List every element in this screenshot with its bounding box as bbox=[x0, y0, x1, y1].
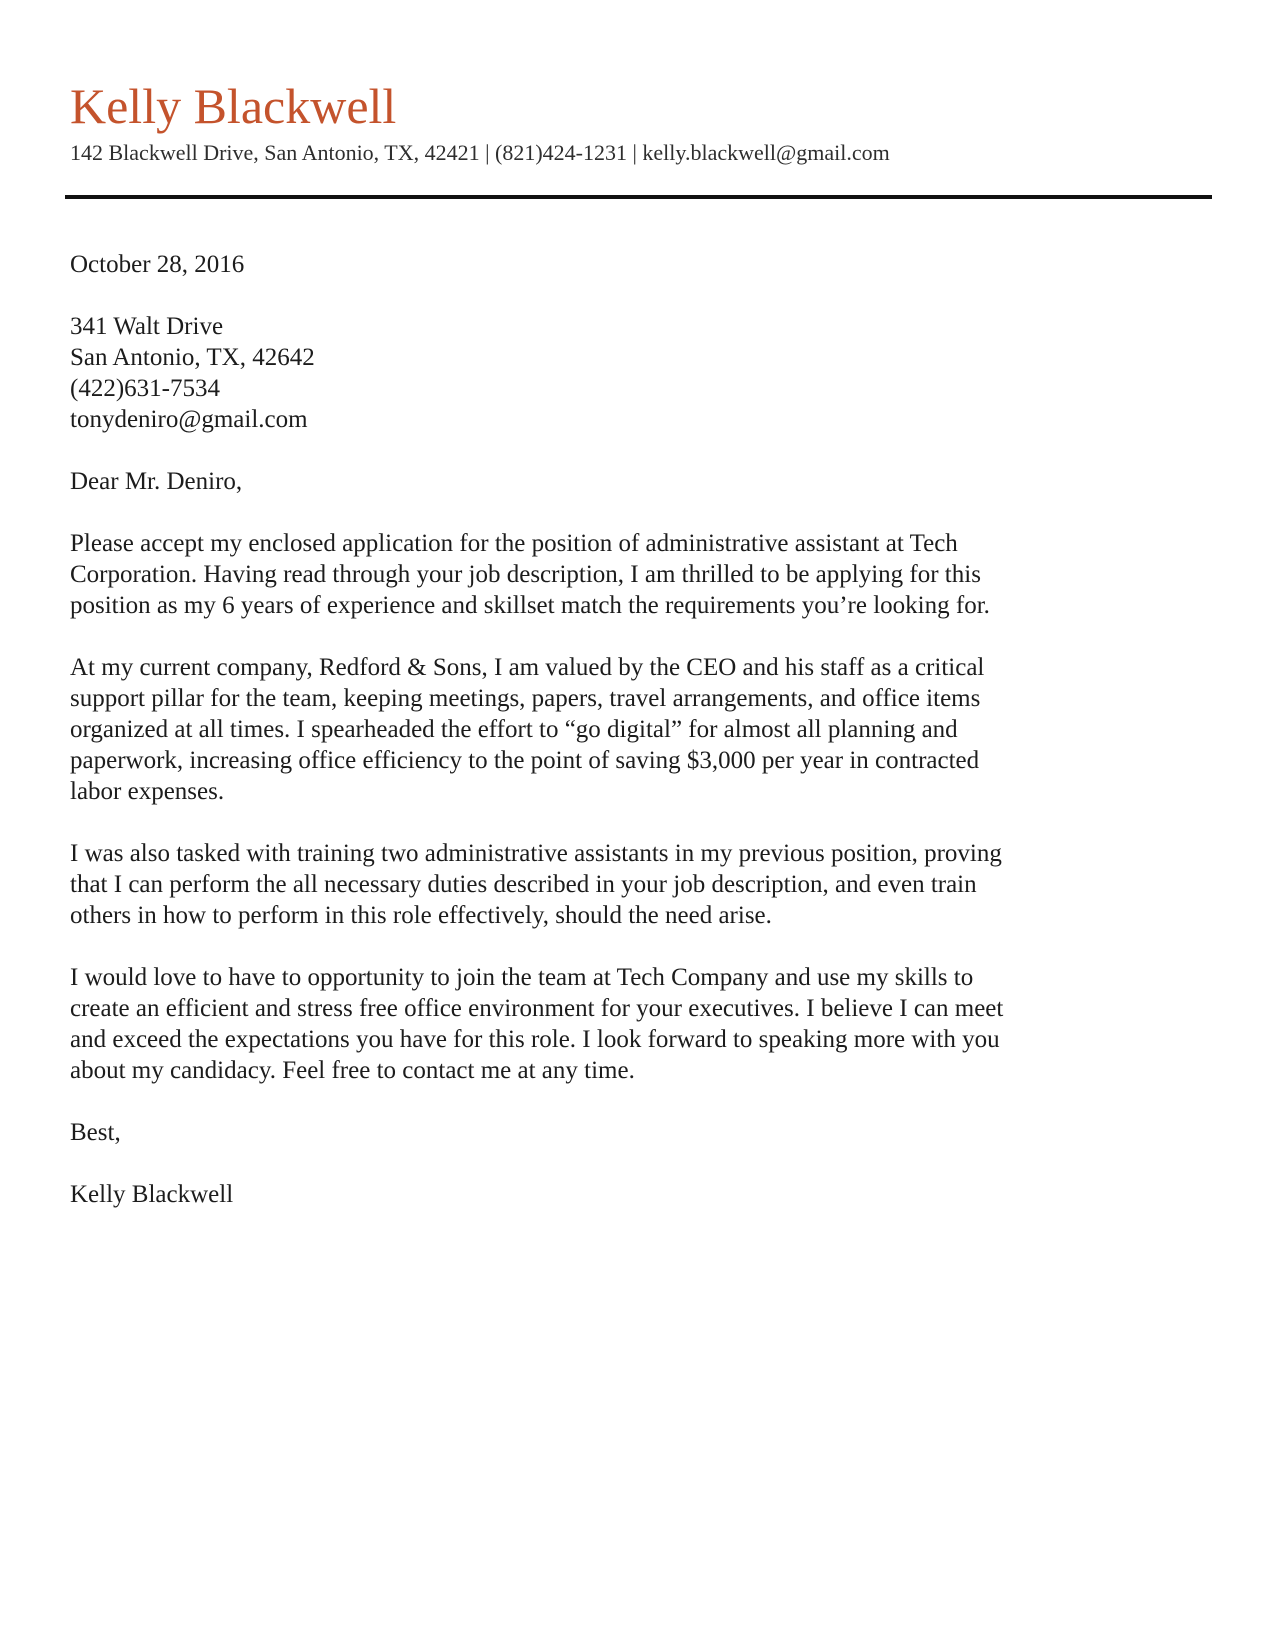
closing: Best, bbox=[70, 1119, 121, 1146]
recipient-email: tonydeniro@gmail.com bbox=[70, 406, 308, 433]
recipient-street: 341 Walt Drive bbox=[70, 313, 224, 340]
paragraph-2-line-2: support pillar for the team, keeping meetings, papers, travel arrangements, and office items bbox=[70, 685, 981, 712]
recipient-phone: (422)631-7534 bbox=[70, 375, 220, 402]
signature-name: Kelly Blackwell bbox=[70, 1181, 234, 1208]
letterhead-divider bbox=[65, 195, 1212, 199]
paragraph-3-line-1: I was also tasked with training two administrative assistants in my previous position, proving bbox=[70, 840, 1002, 867]
paragraph-4-line-1: I would love to have to opportunity to join the team at Tech Company and use my skills to bbox=[70, 964, 974, 991]
paragraph-2-line-1: At my current company, Redford & Sons, I am valued by the CEO and his staff as a critical bbox=[70, 654, 985, 681]
letter-date: October 28, 2016 bbox=[70, 251, 245, 278]
paragraph-1-line-3: position as my 6 years of experience and skillset match the requirements you’re looking for. bbox=[70, 592, 990, 619]
paragraph-3-line-3: others in how to perform in this role effectively, should the need arise. bbox=[70, 902, 772, 929]
paragraph-2 bbox=[70, 652, 1210, 807]
paragraph-4-line-4: about my candidacy. Feel free to contact me at any time. bbox=[70, 1057, 635, 1084]
paragraph-1-line-2: Corporation. Having read through your job description, I am thrilled to be applying for this bbox=[70, 561, 981, 588]
paragraph-1-line-1: Please accept my enclosed application for the position of administrative assistant at Tech bbox=[70, 530, 958, 557]
paragraph-3 bbox=[70, 838, 1210, 931]
paragraph-2-line-3: organized at all times. I spearheaded the effort to “go digital” for almost all planning and bbox=[70, 716, 958, 743]
letter-body bbox=[70, 249, 1210, 1210]
sender-name: Kelly Blackwell bbox=[70, 78, 397, 134]
paragraph-4-line-3: and exceed the expectations you have for this role. I look forward to speaking more with you bbox=[70, 1026, 1000, 1053]
paragraph-4 bbox=[70, 962, 1210, 1086]
paragraph-2-line-4: paperwork, increasing office efficiency to the point of saving $3,000 per year in contracted bbox=[70, 747, 980, 774]
recipient-address-block bbox=[70, 311, 1210, 435]
paragraph-1 bbox=[70, 528, 1210, 621]
sender-contact-line: 142 Blackwell Drive, San Antonio, TX, 42421 | (821)424-1231 | kelly.blackwell@gmail.com bbox=[70, 140, 890, 165]
paragraph-3-line-2: that I can perform the all necessary duties described in your job description, and even train bbox=[70, 871, 977, 898]
recipient-city-state-zip: San Antonio, TX, 42642 bbox=[70, 344, 315, 371]
paragraph-4-line-2: create an efficient and stress free office environment for your executives. I believe I can meet bbox=[70, 995, 1004, 1022]
letterhead bbox=[70, 80, 1210, 199]
paragraph-2-line-5: labor expenses. bbox=[70, 778, 225, 805]
salutation: Dear Mr. Deniro, bbox=[70, 468, 243, 495]
